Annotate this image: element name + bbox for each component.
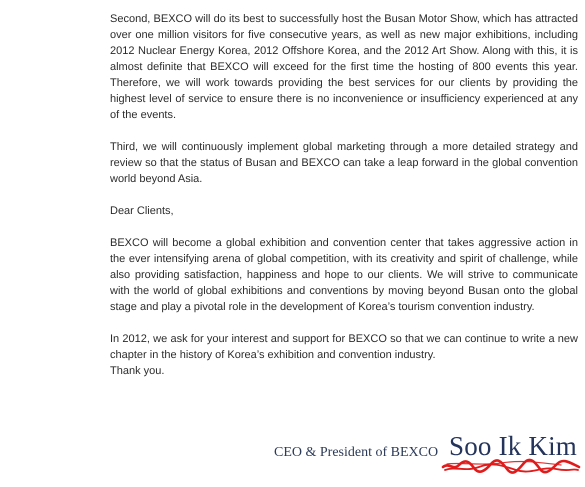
salutation: Dear Clients, xyxy=(110,205,174,217)
paragraph-motor-show: Second, BEXCO will do its best to successfully host the Busan Motor Show, which has attracted over one million visitors for five consecutive years, as well as new major exhibitions, including 2012 Nuclear Energy Korea, 2012 Offshore Korea, and the 2012 Art Show. Along with this, it is almost definite that BEXCO will exceed for the first time the hosting of 800 events this year. Therefore, we will work towards providing the best services for our clients by providing the highest level of service to ensure there is no inconvenience or insufficiency experienced at any of the events. xyxy=(110,13,578,121)
closing: Thank you. xyxy=(110,365,165,377)
signer-title: CEO & President of BEXCO xyxy=(274,445,439,460)
signature-block xyxy=(274,432,582,480)
paragraph-request-support: In 2012, we ask for your interest and support for BEXCO so that we can continue to write a new chapter in the history of Korea’s exhibition and convention industry. xyxy=(110,333,578,361)
letter-body xyxy=(110,11,578,379)
paragraph-global-marketing: Third, we will continuously implement global marketing through a more detailed strategy and review so that the status of Busan and BEXCO can take a leap forward in the global convention world beyond Asia. xyxy=(110,141,578,185)
paragraph-global-center: BEXCO will become a global exhibition and convention center that takes aggressive action in the ever intensifying arena of global competition, with its creativity and spirit of challenge, while also providing satisfaction, happiness and hope to our clients. We will strive to communicate with the world of global exhibitions and conventions by moving beyond Busan onto the global stage and play a pivotal role in the development of Korea’s tourism convention industry. xyxy=(110,237,578,313)
signer-name: Soo Ik Kim xyxy=(449,431,578,461)
